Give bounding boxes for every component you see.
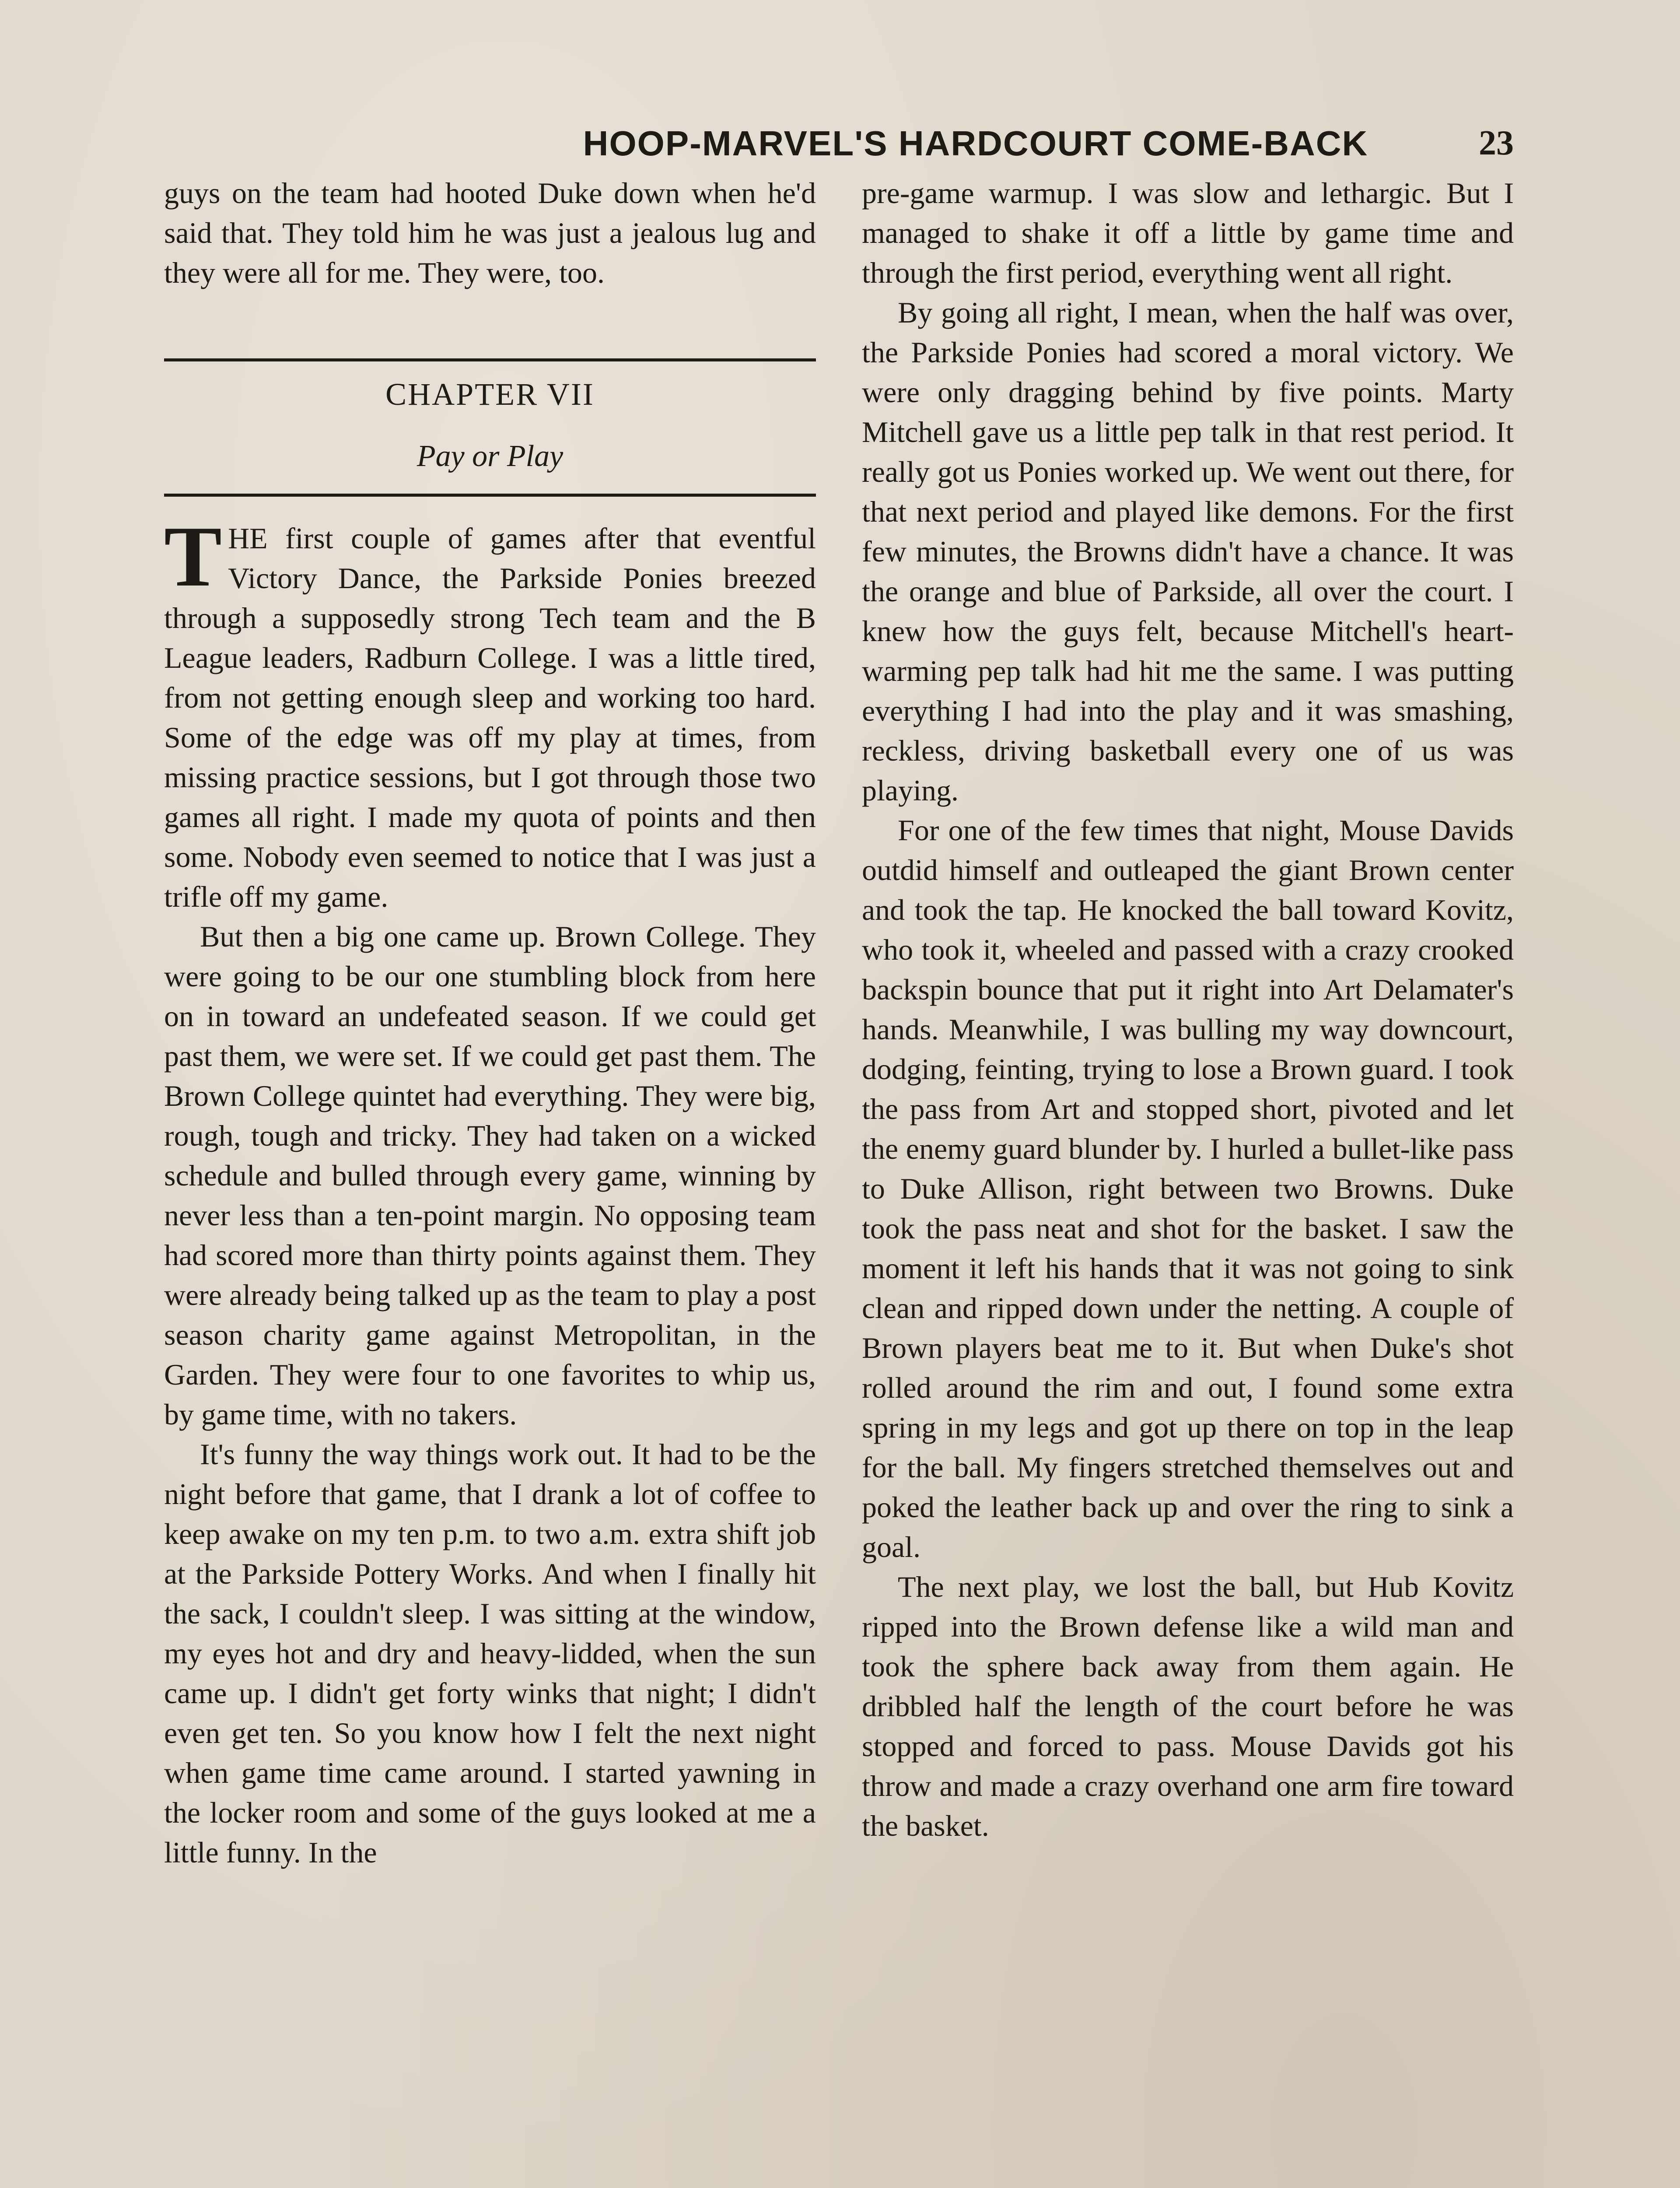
paragraph: For one of the few times that night, Mouse Davids outdid himself and outleaped the giant Brown center and took the tap. He knocked the ball toward Kovitz, who took it, wheeled and passed with a crazy crooked backspin bounce that put it right into Art Delamater's hands. Meanwhile, I was bulling my way downcourt, dodging, feinting, trying to lose a Brown guard. I took the pass from Art and stopped short, pivoted and let the enemy guard blunder by. I hurled a bullet-like pass to Duke Allison, right between two Browns. Duke took the pass neat and shot for the basket. I saw the moment it left his hands that it was not going to sink clean and ripped down under the netting. A couple of Brown players beat me to it. But when Duke's shot rolled around the rim and out, I found some extra spring in my legs and got up there on top in the leap for the ball. My fingers stretched themselves out and poked the leather back up and over the ring to sink a goal. [862, 813, 1514, 1564]
paragraph: The next play, we lost the ball, but Hub Kovitz ripped into the Brown defense like a wild man and took the sphere back away from them again. He dribbled half the length of the court before he was stopped and forced to pass. Mouse Davids got his throw and made a crazy overhand one arm fire toward the basket. [862, 1570, 1514, 1842]
running-header: HOOP-MARVEL'S HARDCOURT COME-BACK [583, 124, 1368, 163]
continued-paragraph: guys on the team had hooted Duke down when he'd said that. They told him he was just a jealous lug and they were all for me. They were, too. [164, 176, 816, 289]
chapter-rule-bottom [164, 494, 816, 497]
paragraph: It's funny the way things work out. It had to be the night before that game, that I drank a lot of coffee to keep awake on my ten p.m. to two a.m. extra shift job at the Parkside Pottery Works. And when I finally hit the sack, I couldn't sleep. I was sitting at the window, my eyes hot and dry and heavy-lidded, when the sun came up. I didn't get forty winks that night; I didn't even get ten. So you know how I felt the next night when game time came around. I started yawning in the locker room and some of the guys looked at me a little funny. In the [164, 1438, 816, 1869]
paragraph: By going all right, I mean, when the half was over, the Parkside Ponies had scored a moral victory. We were only dragging behind by five points. Marty Mitchell gave us a little pep talk in that rest period. It really got us Ponies worked up. We went out there, for that next period and played like demons. For the first few minutes, the Browns didn't have a chance. It was the orange and blue of Parkside, all over the court. I knew how the guys felt, because Mitchell's heart-warming pep talk had hit me the same. I was putting everything I had into the play and it was smashing, reckless, driving basketball every one of us was playing. [862, 296, 1514, 807]
drop-cap: T [164, 508, 222, 604]
opening-paragraph [164, 508, 816, 917]
chapter-title: Pay or Play [416, 439, 564, 473]
paragraph: But then a big one came up. Brown College. They were going to be our one stumbling block from here on in toward an undefeated season. If we could get past them, we were set. If we could get past them. The Brown College quintet had everything. They were big, rough, tough and tricky. They had taken on a wicked schedule and bulled through every game, winning by never less than a ten-point margin. No opposing team had scored more than thirty points against them. They were already being talked up as the team to play a post season charity game against Metropolitan, in the Garden. They were four to one favorites to whip us, by game time, with no takers. [164, 920, 816, 1431]
right-column [862, 173, 1514, 1846]
chapter-rule-top [164, 358, 816, 361]
page-number: 23 [1479, 124, 1514, 162]
left-column [164, 173, 816, 1872]
opening-paragraph-text: HE first couple of games after that eventful Victory Dance, the Parkside Ponies breezed through a supposedly strong Tech team and the B League leaders, Radburn College. I was a little tired, from not getting enough sleep and working too hard. Some of the edge was off my play at times, from missing practice sessions, but I got through those two games all right. I made my quota of points and then some. Nobody even seemed to notice that I was just a trifle off my game. [164, 522, 816, 913]
chapter-heading: CHAPTER VII [385, 377, 595, 412]
continued-paragraph: pre-game warmup. I was slow and lethargic. But I managed to shake it off a little by game time and through the first period, everything went all right. [862, 176, 1514, 289]
